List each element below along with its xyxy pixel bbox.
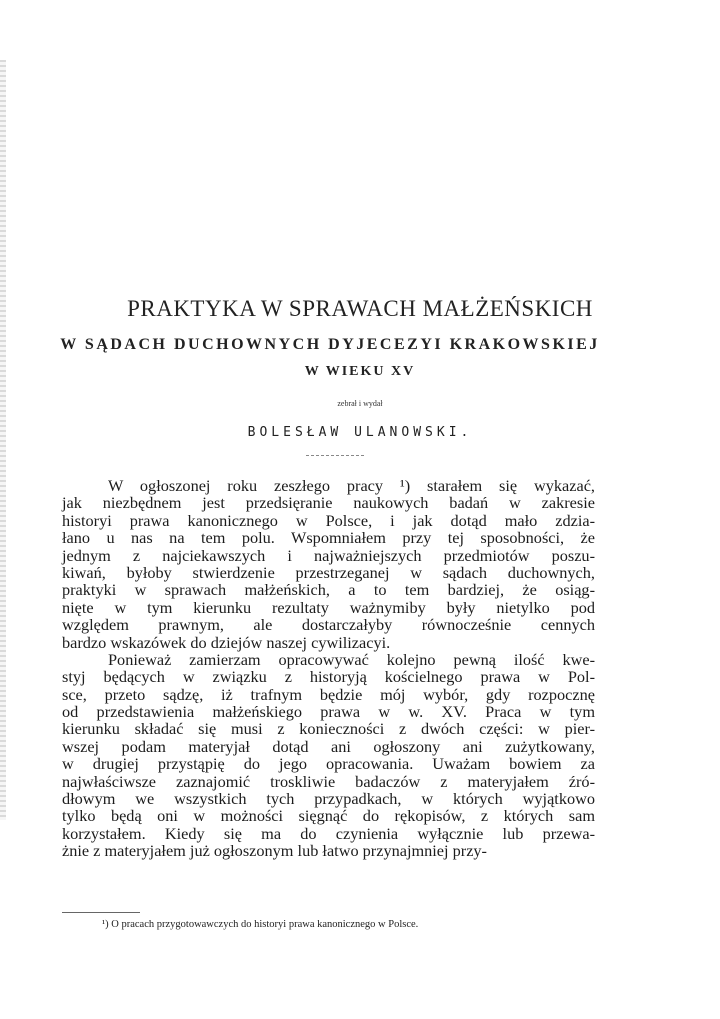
body-line: bardzo wskazówek do dziejów naszej cywilizacyi.	[62, 632, 391, 652]
body-line: w drugiej przystąpię do jego opracowania. Uważam bowiem za	[62, 754, 595, 774]
body-line: wszej podam materyjał dotąd ani ogłoszony ani zużytkowany,	[62, 736, 595, 756]
binding-edge	[0, 60, 6, 820]
footnote: ¹) O pracach przygotowawczych do historyi prawa kanonicznego w Polsce.	[102, 919, 419, 930]
body-line: Ponieważ zamierzam opracowywać kolejno pewną ilość kwe-	[108, 649, 595, 669]
body-line: nięte w tym kierunku rezultaty ważnymiby były nietylko pod	[62, 597, 595, 617]
body-line: praktyki w sprawach małżeńskich, a to tem bardziej, że osiąg-	[62, 580, 595, 600]
body-line: kiwań, byłoby stwierdzenie przestrzeganej w sądach duchownych,	[62, 562, 595, 582]
credit-line: zebrał i wydał	[337, 399, 383, 408]
body-line: styj będących w związku z historyją kościelnego prawa w Pol-	[62, 667, 595, 687]
page-title: PRAKTYKA W SPRAWACH MAŁŻEŃSKICH	[127, 296, 593, 321]
title-ornament	[306, 455, 364, 456]
body-line: sce, przeto sądzę, iż trafnym będzie mój wybór, gdy rozpocznę	[62, 684, 595, 704]
body-line: jednym z najciekawszych i najważniejszych przedmiotów poszu-	[62, 545, 595, 565]
century-line: W WIEKU XV	[304, 364, 416, 379]
body-line: najwłaściwsze zaznajomić troskliwie badaczów z materyjałem źró-	[62, 771, 595, 791]
body-line: tylko będą oni w możności sięgnąć do rękopisów, z których sam	[62, 806, 595, 826]
body-line: łano u nas na tem polu. Wspomniałem przy tej sposobności, że	[62, 528, 595, 548]
body-line: dłowym we wszystkich tych przypadkach, w których wyjątkowo	[62, 789, 595, 809]
page-subtitle: W SĄDACH DUCHOWNYCH DYJECEZYI KRAKOWSKIEJ	[60, 336, 600, 353]
body-line: względem prawnym, ale dostarczałyby równocześnie cennych	[62, 615, 595, 635]
footnote-rule	[62, 912, 140, 913]
body-line: kierunku składać się musi z konieczności z dwóch części: w pier-	[62, 719, 595, 739]
body-line: historyi prawa kanonicznego w Polsce, i jak dotąd mało zdzia-	[62, 510, 595, 530]
author-name: BOLESŁAW ULANOWSKI.	[247, 425, 473, 440]
body-line: korzystałem. Kiedy się ma do czynienia wyłącznie lub przewa-	[62, 823, 595, 843]
body-text	[62, 477, 595, 860]
body-line: W ogłoszonej roku zeszłego pracy ¹) starałem się wykazać,	[108, 476, 595, 495]
body-line: od przedstawienia małżeńskiego prawa w w. XV. Praca w tym	[62, 702, 595, 722]
body-line: żnie z materyjałem już ogłoszonym lub łatwo przynajmniej przy-	[62, 841, 487, 861]
body-line: jak niezbędnem jest przedsięranie naukowych badań w zakresie	[62, 493, 595, 513]
